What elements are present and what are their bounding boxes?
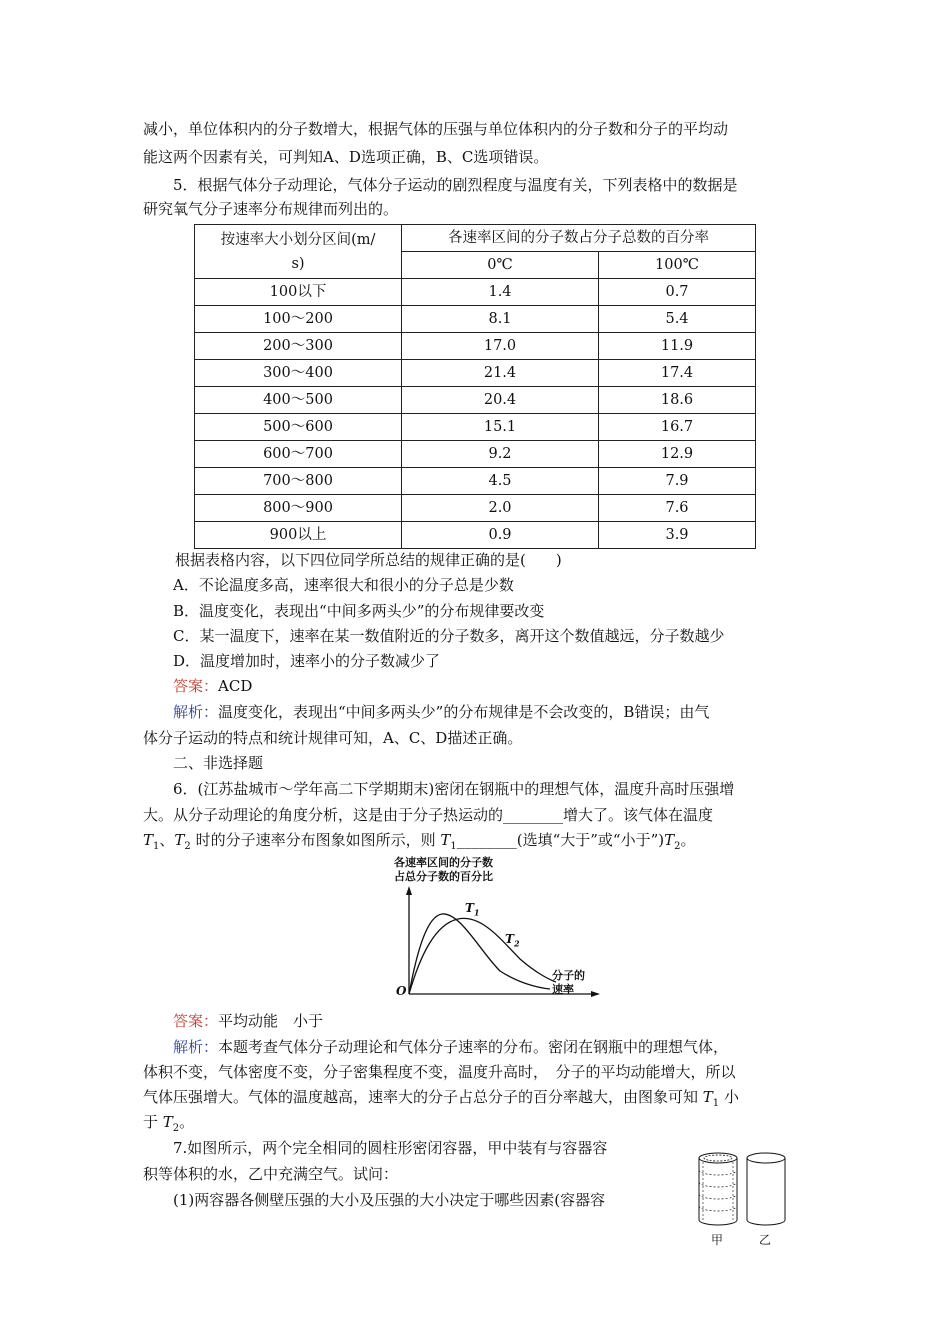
cylinders-svg: [695, 1148, 805, 1233]
table-row: [195, 414, 756, 441]
y-axis-arrow: [406, 886, 412, 895]
para-line: 减小，单位体积内的分子数增大，根据气体的压强与单位体积内的分子数和分子的平均动: [143, 120, 729, 138]
text: 时的分子速率分布图象如图所示，则: [190, 831, 441, 849]
q6-answer: [173, 1010, 841, 1032]
cell: 3.9: [599, 522, 756, 549]
table-row: [195, 333, 756, 360]
cell: 700～800: [195, 468, 402, 495]
q5-explanation-cont: 体分子运动的特点和统计规律可知，A、C、D描述正确。: [143, 729, 523, 747]
table-row: [195, 468, 756, 495]
label-jia: 甲: [711, 1233, 724, 1247]
cell: 11.9: [599, 333, 756, 360]
table-row: [195, 279, 756, 306]
x-label-line: 分子的: [552, 969, 585, 982]
cell: 0.7: [599, 279, 756, 306]
q6-explanation-cont: [143, 1111, 811, 1140]
sub: 2: [184, 841, 191, 852]
q5-question: 根据表格内容，以下四位同学所总结的规律正确的是( ): [175, 551, 562, 569]
q5-answer: [173, 675, 841, 697]
q6-stem: [143, 829, 811, 858]
text: 、: [159, 831, 175, 849]
cell: 200～300: [195, 333, 402, 360]
table-header-0c: 0℃: [402, 252, 599, 279]
cell: 800～900: [195, 495, 402, 522]
x-label-line: 速率: [552, 983, 574, 996]
cylinder-jia: [699, 1153, 737, 1225]
cell: 5.4: [599, 306, 756, 333]
table-header-percent: 各速率区间的分子数占分子总数的百分率: [402, 225, 756, 252]
header-text: 按速率大小划分区间(m/: [220, 231, 376, 248]
cell: 100～200: [195, 306, 402, 333]
cylinders-figure: [695, 1148, 805, 1248]
var-t: T: [174, 831, 185, 849]
table-header-100c: 100℃: [599, 252, 756, 279]
cell: 7.6: [599, 495, 756, 522]
q5-stem: 研究氧气分子速率分布规律而列出的。: [143, 200, 399, 218]
table-header-interval: [195, 225, 402, 279]
var-t: T: [702, 1088, 713, 1106]
y-label-line: 占总分子数的百分比: [394, 870, 493, 883]
cell: 17.0: [402, 333, 599, 360]
y-label-line: 各速率区间的分子数: [394, 856, 493, 869]
cell: 9.2: [402, 441, 599, 468]
t1-text: T: [465, 901, 474, 915]
cell: 2.0: [402, 495, 599, 522]
answer-label: 答案：: [173, 1012, 219, 1030]
explanation-label: 解析：: [173, 1038, 219, 1056]
q6-explanation: [173, 1036, 841, 1058]
origin-label: O: [396, 984, 407, 998]
cylinder-yi: [747, 1153, 785, 1225]
answer-value: 平均动能 小于: [218, 1012, 324, 1030]
text: 。: [680, 831, 696, 849]
label-t1: [465, 901, 480, 917]
var-t: T: [143, 831, 154, 849]
text: 于: [143, 1113, 163, 1131]
sub: 1: [450, 841, 457, 852]
cell: 900以上: [195, 522, 402, 549]
text: 气体压强增大。气体的温度越高，速率大的分子占总分子的百分率越大，由图象可知: [143, 1088, 703, 1106]
q6-stem: 6．(江苏盐城市～学年高二下学期期末)密闭在钢瓶中的理想气体，温度升高时压强增: [173, 780, 735, 798]
q6-explanation-cont: 体积不变，气体密度不变，分子密集程度不变，温度升高时， 分子的平均动能增大，所以: [143, 1063, 736, 1081]
q7-stem: 积等体积的水，乙中充满空气。试问：: [143, 1165, 399, 1183]
t1-sub: 1: [473, 907, 480, 918]
cell: 17.4: [599, 360, 756, 387]
q7-stem: (1)两容器各侧壁压强的大小及压强的大小决定于哪些因素(容器容: [173, 1191, 606, 1209]
cell: 16.7: [599, 414, 756, 441]
cell: 100以下: [195, 279, 402, 306]
cell: 4.5: [402, 468, 599, 495]
label-t2: [505, 932, 520, 948]
sub: 1: [153, 841, 160, 852]
text: 。: [179, 1113, 195, 1131]
speed-distribution-table: [194, 224, 756, 549]
cell: 0.9: [402, 522, 599, 549]
table-row: [195, 522, 756, 549]
table-row: [195, 495, 756, 522]
answer-label: 答案：: [173, 677, 219, 695]
option-a: A．不论温度多高，速率很大和很小的分子总是少数: [173, 576, 514, 594]
explanation-label: 解析：: [173, 703, 219, 721]
cell: 300～400: [195, 360, 402, 387]
table-row: [195, 306, 756, 333]
header-text: s): [291, 255, 305, 272]
table-row: [195, 387, 756, 414]
cell: 20.4: [402, 387, 599, 414]
cell: 7.9: [599, 468, 756, 495]
curve-t1: [409, 914, 550, 994]
x-axis-label: [552, 969, 585, 997]
cell: 18.6: [599, 387, 756, 414]
cell: 15.1: [402, 414, 599, 441]
var-t: T: [440, 831, 451, 849]
text: ________(选填“大于”或“小于”): [456, 831, 665, 849]
label-yi: 乙: [759, 1233, 772, 1247]
explanation-text: 温度变化，表现出“中间多两头少”的分布规律是不会改变的，B错误；由气: [218, 703, 710, 721]
explanation-text: 本题考查气体分子动理论和气体分子速率的分布。密闭在钢瓶中的理想气体，: [218, 1038, 729, 1056]
t2-sub: 2: [513, 938, 520, 949]
cell: 8.1: [402, 306, 599, 333]
option-b: B．温度变化，表现出“中间多两头少”的分布规律要改变: [173, 602, 545, 620]
speed-distribution-figure: [380, 856, 620, 1006]
cell: 12.9: [599, 441, 756, 468]
table-row: [195, 441, 756, 468]
q6-stem: 大。从分子动理论的角度分析，这是由于分子热运动的________增大了。该气体在温度: [143, 806, 714, 824]
text: 小: [719, 1088, 739, 1106]
curve-t2: [409, 918, 556, 994]
x-axis-arrow: [591, 991, 600, 997]
option-d: D．温度增加时，速率小的分子数减少了: [173, 652, 441, 670]
var-t: T: [162, 1113, 173, 1131]
t2-text: T: [505, 932, 514, 946]
section-heading: 二、非选择题: [173, 754, 264, 772]
q5-stem: 5．根据气体分子动理论，气体分子运动的剧烈程度与温度有关，下列表格中的数据是: [173, 176, 738, 194]
q7-stem: 7.如图所示，两个完全相同的圆柱形密闭容器，甲中装有与容器容: [173, 1139, 608, 1157]
var-t: T: [664, 831, 675, 849]
cell: 500～600: [195, 414, 402, 441]
cell: 21.4: [402, 360, 599, 387]
q5-explanation: [173, 701, 841, 723]
cell: 1.4: [402, 279, 599, 306]
cell: 400～500: [195, 387, 402, 414]
cell: 600～700: [195, 441, 402, 468]
para-line: 能这两个因素有关，可判知A、D选项正确，B、C选项错误。: [143, 148, 549, 166]
sub: 2: [674, 841, 681, 852]
option-c: C．某一温度下，速率在某一数值附近的分子数多，离开这个数值越远，分子数越少: [173, 627, 725, 645]
table-row: [195, 360, 756, 387]
sub: 1: [712, 1098, 720, 1109]
sub: 2: [172, 1123, 180, 1134]
answer-value: ACD: [218, 677, 253, 695]
